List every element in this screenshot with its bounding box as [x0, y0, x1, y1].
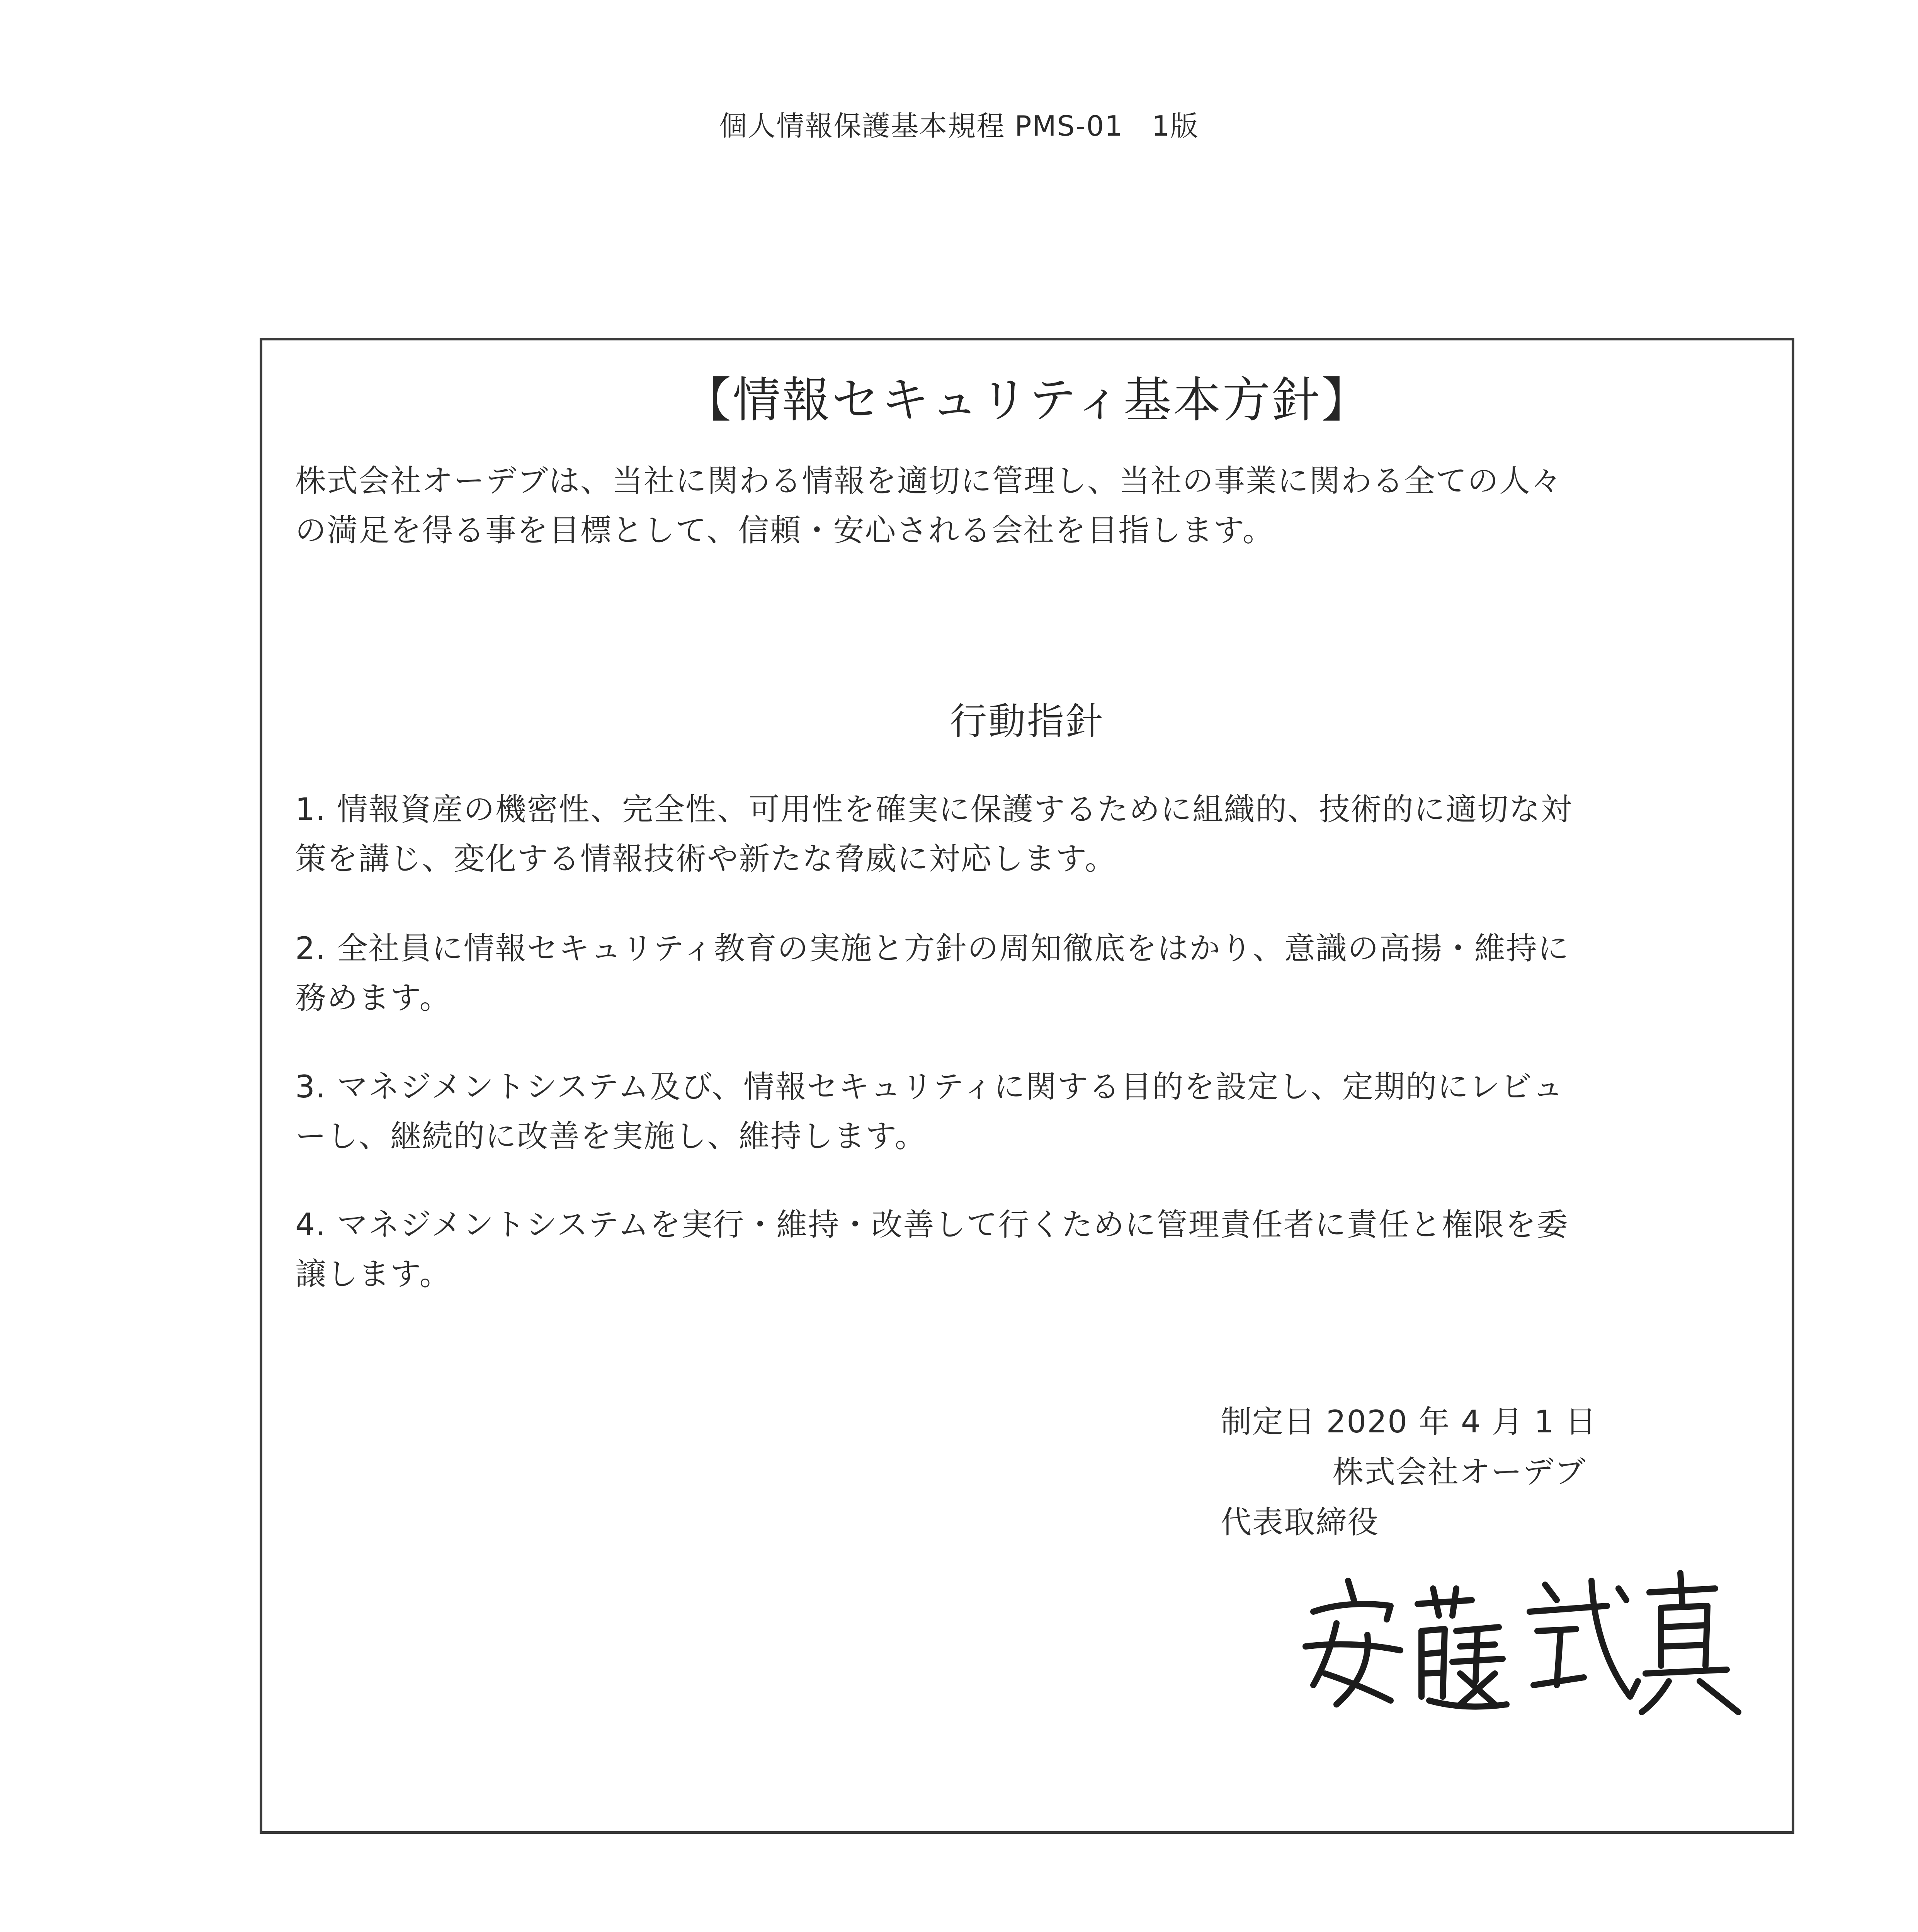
guideline-item-3: 3. マネジメントシステム及び、情報セキュリティに関する目的を設定し、定期的にレビュ ーし、継続的に改善を実施し、維持します。 [295, 1069, 1564, 1154]
guideline-item-2: 2. 全社員に情報セキュリティ教育の実施と方針の周知徹底をはかり、意識の高揚・維持に 務めます。 [295, 930, 1569, 1016]
guideline-item-4: 4. マネジメントシステムを実行・維持・改善して行くために管理責任者に責任と権限を委 譲します。 [295, 1207, 1569, 1292]
representative-title: 代表取締役 [1221, 1504, 1379, 1540]
guidelines-heading: 行動指針 [950, 700, 1104, 743]
policy-intro: 株式会社オーデブは、当社に関わる情報を適切に管理し、当社の事業に関わる全ての人々 の満足を得る事を目標として、信頼・安心される会社を目指します。 [295, 463, 1563, 548]
policy-title: 【情報セキュリティ基本方針】 [683, 372, 1371, 428]
enactment-date: 制定日 2020 年 4 月 1 日 [1221, 1404, 1597, 1440]
company-name: 株式会社オーデブ [1333, 1454, 1586, 1490]
policy-box [260, 338, 1794, 1834]
guideline-item-1: 1. 情報資産の機密性、完全性、可用性を確実に保護するために組織的、技術的に適切な対 策を講じ、変化する情報技術や新たな脅威に対応します。 [295, 791, 1573, 877]
document-header: 個人情報保護基本規程 PMS-01 1版 [719, 110, 1199, 142]
handwritten-signature [1290, 1558, 1746, 1720]
